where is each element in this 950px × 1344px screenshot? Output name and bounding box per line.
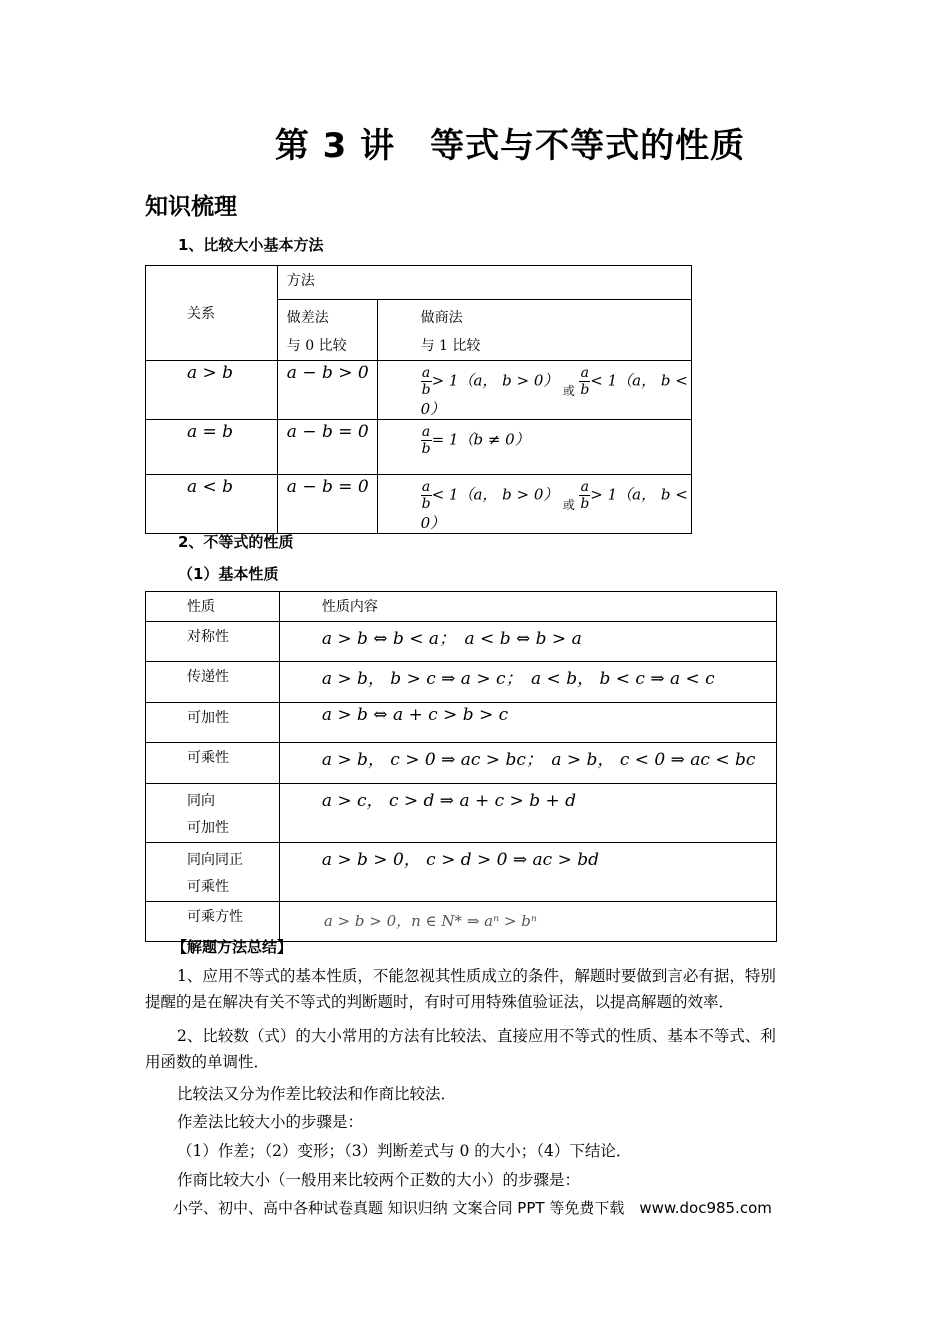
header-property: 性质 <box>146 592 280 622</box>
relation-cell: a < b <box>146 475 278 534</box>
header-method: 方法 <box>286 273 315 289</box>
quot-cell: $\frac{a}{b}$ > 1（a， b > 0） 或 $\frac{a}{b}$ < 1（a， b < 0） <box>377 361 691 420</box>
document-title: 第 3 讲 等式与不等式的性质 <box>274 126 746 166</box>
paragraph-5: （1）作差；（2）变形；（3）判断差式与 0 的大小；（4）下结论． <box>177 1142 632 1160</box>
property-name: 同向同正 可乘性 <box>146 843 280 902</box>
table-row <box>146 420 692 475</box>
property-name: 同向 可加性 <box>146 784 280 843</box>
diff-cell: a − b > 0 <box>277 361 377 420</box>
header-relation: 关系 <box>187 306 215 322</box>
property-content: a > b ⇔ a + c > b > c <box>279 703 776 743</box>
comparison-methods-table <box>145 265 692 534</box>
property-content: a > c， c > d ⇒ a + c > b + d <box>279 784 776 843</box>
relation-cell: a > b <box>146 361 278 420</box>
paragraph-6: 作商比较大小（一般用来比较两个正数的大小）的步骤是： <box>177 1171 581 1189</box>
subsection-heading-1: 1、比较大小基本方法 <box>178 236 324 254</box>
fraction: $\frac{a}{b}$ <box>421 365 431 398</box>
header-quot-cell <box>377 300 691 361</box>
fraction: $\frac{a}{b}$ <box>421 479 431 512</box>
diff-cell: a − b = 0 <box>277 475 377 534</box>
summary-heading: 【解题方法总结】 <box>172 938 293 956</box>
quot-cell: $\frac{a}{b}$ < 1（a， b > 0） 或 $\frac{a}{b}$ > 1（a， b < 0） <box>377 475 691 534</box>
quot-cell: $\frac{a}{b}$ = 1（b ≠ 0） <box>377 420 691 475</box>
table-row <box>146 784 777 843</box>
paragraph-2: 2、比较数（式）的大小常用的方法有比较法、直接应用不等式的性质、基本不等式、利用函数的单调性． <box>145 1027 776 1071</box>
property-name: 可乘性 <box>146 743 280 784</box>
table-row <box>146 475 692 534</box>
section-heading: 知识梳理 <box>145 194 237 220</box>
table-row <box>146 703 777 743</box>
property-name: 可乘方性 <box>146 902 280 942</box>
footer-text: 小学、初中、高中各种试卷真题 知识归纳 文案合同 PPT 等免费下载 www.doc985.com <box>173 1199 772 1217</box>
header-diff-line1: 做差法 <box>286 310 329 326</box>
fraction: $\frac{a}{b}$ <box>580 479 590 512</box>
table-row <box>146 843 777 902</box>
header-method-cell <box>277 266 691 300</box>
table-row <box>146 622 777 662</box>
table-row <box>146 743 777 784</box>
property-name: 对称性 <box>146 622 280 662</box>
property-name: 传递性 <box>146 662 280 703</box>
property-content: a > b > 0， c > d > 0 ⇒ ac > bd <box>279 843 776 902</box>
property-name: 可加性 <box>146 703 280 743</box>
header-quot-line2: 与 1 比较 <box>420 338 481 354</box>
header-diff-line2: 与 0 比较 <box>286 338 347 354</box>
inequality-properties-table <box>145 591 777 942</box>
fraction: $\frac{a}{b}$ <box>421 424 431 457</box>
paragraph-4: 作差法比较大小的步骤是： <box>177 1113 364 1131</box>
paragraph-1: 1、应用不等式的基本性质，不能忽视其性质成立的条件，解题时要做到言必有据，特别提醒的是在解决有关不等式的判断题时，有时可用特殊值验证法，以提高解题的效率． <box>145 967 776 1011</box>
header-relation-cell <box>146 266 278 361</box>
table-row <box>146 361 692 420</box>
property-content: a > b ⇔ b < a； a < b ⇔ b > a <box>279 622 776 662</box>
header-quot-line1: 做商法 <box>420 310 463 326</box>
property-content: a > b， c > 0 ⇒ ac > bc； a > b， c < 0 ⇒ ac < bc <box>279 743 776 784</box>
diff-cell: a − b = 0 <box>277 420 377 475</box>
table-row <box>146 662 777 703</box>
subsection-heading-2: 2、不等式的性质 <box>178 533 294 551</box>
relation-cell: a = b <box>146 420 278 475</box>
property-content: a > b > 0，n ∈ N* ⇒ aⁿ > bⁿ <box>279 902 776 942</box>
header-diff-cell <box>277 300 377 361</box>
paragraph-3: 比较法又分为作差比较法和作商比较法． <box>177 1085 457 1103</box>
property-content: a > b， b > c ⇒ a > c； a < b， b < c ⇒ a < c <box>279 662 776 703</box>
fraction: $\frac{a}{b}$ <box>580 365 590 398</box>
subsection-heading-2a: （1）基本性质 <box>178 565 279 583</box>
header-content: 性质内容 <box>279 592 776 622</box>
